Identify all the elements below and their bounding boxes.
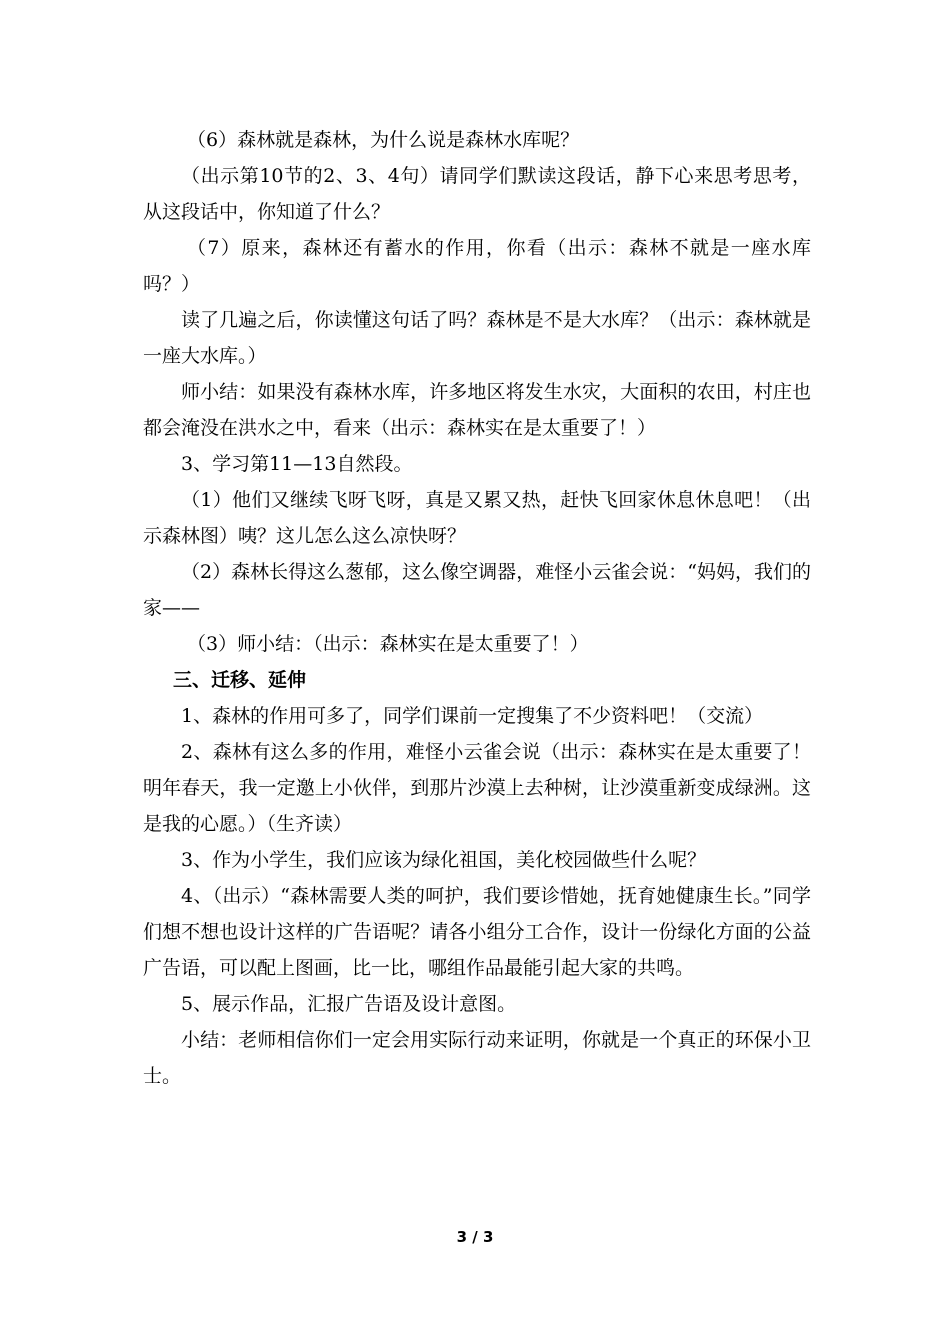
- document-body: [143, 122, 811, 1094]
- paragraph: 5、展示作品，汇报广告语及设计意图。: [181, 993, 517, 1015]
- paragraph: （3）师小结：（出示：森林实在是太重要了！）: [187, 633, 589, 655]
- paragraph: 2、森林有这么多的作用，难怪小云雀会说（出示：森林实在是太重要了！明年春天，我一定邀上小伙伴，到那片沙漠上去种树，让沙漠重新变成绿洲。这是我的心愿。）（生齐读）: [143, 741, 811, 835]
- paragraph: （6）森林就是森林，为什么说是森林水库呢？: [187, 129, 580, 151]
- paragraph: 师小结：如果没有森林水库，许多地区将发生水灾，大面积的农田，村庄也都会淹没在洪水之中，看来（出示：森林实在是太重要了！）: [143, 381, 811, 439]
- paragraph: （7）原来，森林还有蓄水的作用，你看（出示：森林不就是一座水库吗？）: [143, 237, 811, 295]
- paragraph: 4、（出示）“森林需要人类的呵护，我们要诊惜她，抚育她健康生长。”同学们想不想也设计这样的广告语呢？请各小组分工合作，设计一份绿化方面的公益广告语，可以配上图画，比一比，哪组作品最能引起大家的共鸣。: [143, 885, 811, 979]
- paragraph: （出示第10节的2、3、4句）请同学们默读这段话，静下心来思考思考，从这段话中，你知道了什么？: [143, 165, 811, 223]
- paragraph: （1）他们又继续飞呀飞呀，真是又累又热，赶快飞回家休息休息吧！（出示森林图）咦？这儿怎么这么凉快呀？: [143, 489, 811, 547]
- section-heading: 三、迁移、延伸: [173, 669, 307, 691]
- page-number: 3 / 3: [456, 1228, 494, 1246]
- paragraph: 3、作为小学生，我们应该为绿化祖国，美化校园做些什么呢？: [181, 849, 707, 871]
- paragraph: （2）森林长得这么葱郁，这么像空调器，难怪小云雀会说：“妈妈，我们的家——: [143, 561, 811, 619]
- paragraph: 3、学习第11—13自然段。: [181, 453, 413, 475]
- paragraph: 读了几遍之后，你读懂这句话了吗？森林是不是大水库？（出示：森林就是一座大水库。）: [143, 309, 811, 367]
- paragraph: 小结：老师相信你们一定会用实际行动来证明，你就是一个真正的环保小卫士。: [143, 1029, 811, 1087]
- paragraph: 1、森林的作用可多了，同学们课前一定搜集了不少资料吧！（交流）: [181, 705, 764, 727]
